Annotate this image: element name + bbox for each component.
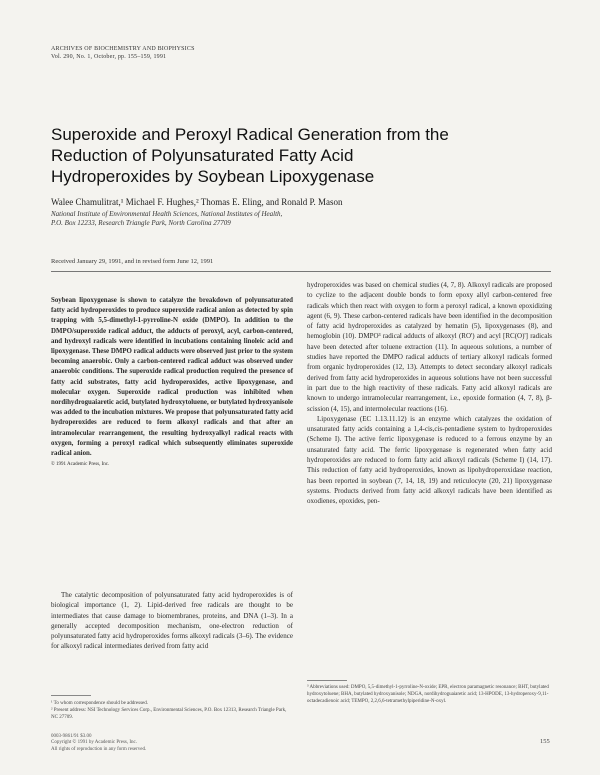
title-line: Hydroperoxides by Soybean Lipoxygenase: [51, 167, 375, 186]
abstract-text: Soybean lipoxygenase is shown to catalyze the breakdown of polyunsaturated fatty acid hydroperoxides to produce superoxide radical anion as detected by spin trapping with 5,5-dimethyl-1-pyrroline-N oxide (DMPO). In addition to the DMPO/superoxide radical adduct, the adducts of peroxyl, acyl, carbon-centered, and hydroxyl radicals were identified in incubations containing linoleic acid and lipoxygenase. These DMPO radical adducts were observed just prior to the system becoming anaerobic. Only a carbon-centered radical adduct was observed under anaerobic conditions. The superoxide radical production required the presence of fatty acid substrates, fatty acid hydroperoxides, active lipoxygenase, and molecular oxygen. Superoxide radical production was inhibited when nordihydroguaiaretic acid, butylated hydroxytoluene, or butylated hydroxyanisole was added to the incubation mixtures. We propose that polyunsaturated fatty acid hydroperoxides are reduced to form alkoxyl radicals and that after an intramolecular rearrangement, the resulting hydroxyalkyl radical reacts with oxygen, forming a peroxyl radical which subsequently eliminates superoxide radical anion.: [51, 297, 293, 458]
page-number: 155: [540, 738, 550, 745]
footnote-abbreviations: ³ Abbreviations used: DMPO, 5,5-dimethyl-1-pyrroline-N-oxide; EPR, electron paramagnetic resonance; BHT, butylated hydroxytoluene; BHA, butylated hydroxyanisole; NDGA, nordihydroguaiaretic acid; 13-HPODE, 13-hydroperoxy-9,11-octadecadienoic acid; TEMPO, 2,2,6,6-tetramethylpiperidine-N-oxyl.: [307, 685, 549, 705]
footnote: ² Present address: NSI Technology Services Corp., Environmental Sciences, P.O. Box 12313, Research Triangle Park, NC 27709.: [51, 708, 287, 721]
abstract-copyright: © 1991 Academic Press, Inc.: [51, 462, 110, 468]
publisher-line: Copyright © 1991 by Academic Press, Inc.: [51, 740, 138, 746]
footnote: ¹ To whom correspondence should be addressed.: [51, 701, 149, 706]
affiliation: [51, 210, 511, 228]
intro-left-column: [51, 590, 293, 652]
publisher-info: [51, 734, 146, 753]
header-divider: [51, 271, 551, 272]
journal-name: ARCHIVES OF BIOCHEMISTRY AND BIOPHYSICS: [51, 46, 195, 52]
abstract: [51, 296, 293, 470]
right-column: [307, 280, 552, 507]
journal-volume: Vol. 290, No. 1, October, pp. 155–159, 1991: [51, 54, 167, 60]
title-line: Reduction of Polyunsaturated Fatty Acid: [51, 146, 354, 165]
body-paragraph: hydroperoxides was based on chemical studies (4, 7, 8). Alkoxyl radicals are proposed to cyclize to the adjacent double bonds to form epoxy allyl carbon-centered free radicals which then react with oxygen to form a peroxyl radical, a known epoxidizing agent (6, 9). These carbon-centered radicals have been identified in the decomposition of fatty acid hydroperoxides as catalyzed by hematin (5), lipoxygenases (8), and hemoglobin (10). DMPO³ radical adducts of alkoxyl (RO') and acyl [RC(O)'] radicals have been detected after toluene extraction (11). In aqueous solutions, a number of studies have reported the DMPO radical adducts of tertiary alkoxyl radicals formed from organic hydroperoxides (12, 13). Attempts to detect secondary alkoxyl radicals derived from fatty acid hydroperoxides in aqueous solutions have not been successful in part due to the high reactivity of these radicals. Fatty acid alkoxyl radicals are known to undergo intramolecular rearrangement, i.e., epoxide formation (4, 7, 8), β-scission (4, 15), and intermolecular reactions (16).: [307, 281, 552, 413]
publisher-line: 0003-9861/91 $3.00: [51, 734, 92, 739]
affiliation-line: P.O. Box 12233, Research Triangle Park, North Carolina 27709: [51, 219, 231, 227]
journal-header: [51, 45, 195, 61]
author-list: Walee Chamulitrat,¹ Michael F. Hughes,² Thomas E. Eling, and Ronald P. Mason: [51, 197, 343, 207]
body-paragraph: Lipoxygenase (EC 1.13.11.12) is an enzyme which catalyzes the oxidation of unsaturated fatty acids containing a 1,4-cis,cis-pentadiene system to hydroperoxides (Scheme I). The active ferric lipoxygenase is reduced to a ferrous enzyme by an unsaturated fatty acid. The ferric lipoxygenase is regenerated when fatty acid hydroperoxides are reduced to form fatty acid alkoxyl radicals (Scheme I) (14, 17). This reduction of fatty acid hydroperoxides, known as lipohydroperoxidase reaction, has been reported in soybean (7, 14, 18, 19) and reticulocyte (20, 21) lipoxygenase systems. Products derived from fatty acid alkoxyl radicals have been identified as oxodienes, epoxides, pen-: [307, 414, 552, 506]
intro-paragraph: The catalytic decomposition of polyunsaturated fatty acid hydroperoxides is of biological importance (1, 2). Lipid-derived free radicals are thought to be intermediates that cause damage to biomembranes, proteins, and DNA (1–3). In a generally accepted decomposition mechanism, one-electron reduction of polyunsaturated fatty acid hydroperoxides forms alkoxyl radicals (3–6). The evidence for alkoxyl radical intermediates derived from fatty acid: [51, 591, 293, 651]
footnotes-left: [51, 700, 293, 722]
publisher-line: All rights of reproduction in any form reserved.: [51, 746, 147, 752]
paper-title: [51, 124, 491, 187]
footnote-divider: [51, 695, 91, 696]
received-date: Received January 29, 1991, and in revised form June 12, 1991: [51, 258, 214, 265]
affiliation-line: National Institute of Environmental Health Sciences, National Institutes of Health,: [51, 210, 283, 218]
footnote-divider: [307, 680, 347, 681]
title-line: Superoxide and Peroxyl Radical Generation from the: [51, 125, 449, 144]
